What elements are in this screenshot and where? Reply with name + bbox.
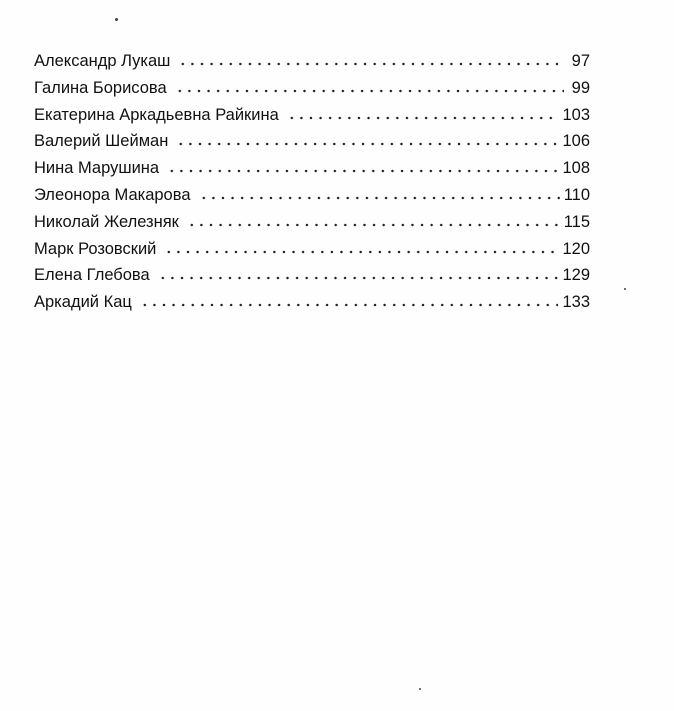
toc-entry-name: Марк Розовский: [34, 239, 157, 258]
toc-entry-page: 120: [562, 239, 590, 258]
toc-entry-name: Валерий Шейман: [34, 132, 169, 151]
toc-entry[interactable]: [34, 182, 590, 209]
toc-leader-dots: [199, 186, 560, 200]
toc-entry-name: Екатерина Аркадьевна Райкина: [34, 105, 279, 124]
toc-entry[interactable]: [34, 48, 590, 75]
toc-entry[interactable]: [34, 155, 590, 182]
toc-entry-page: 133: [562, 293, 590, 312]
toc-entry-page: 110: [563, 185, 590, 204]
toc-leader-dots: [158, 266, 559, 280]
toc-entry-page: 106: [562, 132, 590, 151]
toc-entry-page: 99: [571, 78, 590, 97]
toc-entry-name: Александр Лукаш: [34, 52, 171, 70]
print-speck: [624, 288, 626, 290]
toc-entry[interactable]: [34, 236, 590, 263]
toc-leader-dots: [175, 79, 564, 93]
toc-entry[interactable]: [34, 289, 590, 316]
toc-leader-dots: [167, 159, 558, 173]
toc-entry[interactable]: [34, 262, 590, 289]
toc-leader-dots: [164, 240, 558, 254]
toc-entry-name: Нина Марушина: [34, 159, 160, 178]
toc-entry[interactable]: [34, 128, 590, 155]
toc-entry[interactable]: [34, 209, 590, 236]
toc-entry-name: Елена Глебова: [34, 266, 150, 285]
table-of-contents: [34, 48, 590, 316]
toc-entry-page: 103: [562, 105, 590, 124]
toc-leader-dots: [187, 213, 560, 227]
toc-leader-dots: [176, 132, 558, 146]
toc-leader-dots: [140, 293, 559, 307]
print-speck: [115, 18, 118, 21]
print-speck: [419, 688, 421, 690]
toc-leader-dots: [178, 52, 564, 66]
toc-entry[interactable]: [34, 75, 590, 102]
toc-entry-page: 115: [563, 212, 590, 231]
toc-entry-name: Галина Борисова: [34, 78, 167, 97]
toc-entry-name: Элеонора Макарова: [34, 185, 191, 204]
toc-entry[interactable]: [34, 102, 590, 129]
toc-entry-name: Николай Железняк: [34, 212, 179, 231]
toc-leader-dots: [287, 106, 559, 120]
toc-entry-page: 108: [562, 159, 590, 178]
toc-entry-name: Аркадий Кац: [34, 293, 132, 312]
toc-entry-page: 97: [571, 52, 590, 70]
toc-entry-page: 129: [562, 266, 590, 285]
